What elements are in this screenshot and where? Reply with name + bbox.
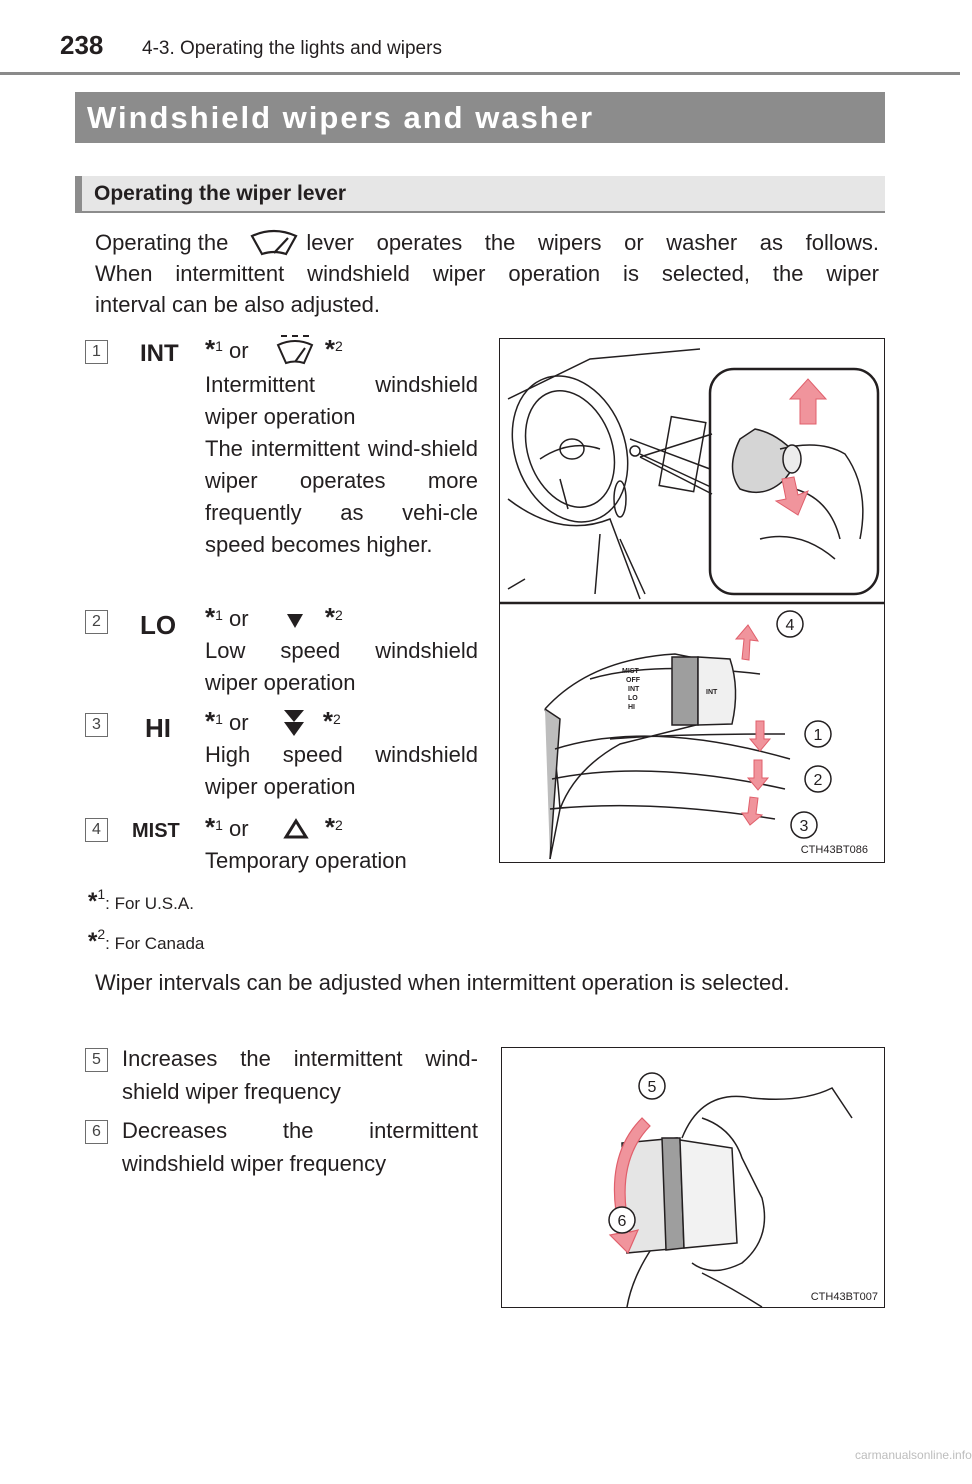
item-2-line-1: Low speed windshield wiper operation <box>205 638 478 695</box>
intro-paragraph <box>95 227 879 320</box>
item-number-2: 2 <box>85 610 108 634</box>
lever-closeup <box>545 654 790 859</box>
lever-tip-int: INT <box>706 689 718 696</box>
callout-2: 2 <box>813 772 823 789</box>
wiper-icon <box>248 228 300 258</box>
item-6-text: Decreases the intermittent windshield wiper frequency <box>122 1118 478 1176</box>
item-number-5: 5 <box>85 1048 108 1072</box>
callout-1: 1 <box>813 727 823 744</box>
mode-label-lo: LO <box>140 610 177 640</box>
mode-label-int: INT <box>140 340 179 367</box>
star-mark: * <box>205 334 216 364</box>
item-1-text: *$^1$ or *$^2$ Intermittent windshield wiper operation The intermittent wind-shield wiper operates more frequently as vehi-cle speed becomes higher. <box>205 332 478 561</box>
item-number-6: 6 <box>85 1120 108 1144</box>
lever-label-hi: HI <box>628 704 635 711</box>
figure-interval-adjust <box>501 1047 885 1308</box>
wiper-int-icon <box>275 332 315 366</box>
item-number-1: 1 <box>85 340 108 364</box>
footnote-canada: *$^2$: For Canada <box>88 926 205 955</box>
page-number: 238 <box>60 30 104 60</box>
item-1-line-2: The intermittent wind-shield wiper operates more frequently as vehi-cle speed becomes higher. <box>205 436 478 557</box>
item-4-line-1: Temporary operation <box>205 848 407 873</box>
item-4-text: *$^1$ or *$^2$ Temporary operation <box>205 811 478 877</box>
mode-label-hi: HI <box>145 713 171 743</box>
wiper-lever-illustration <box>500 339 884 862</box>
header-divider <box>0 72 960 75</box>
callout-5: 5 <box>647 1079 657 1096</box>
low-speed-icon <box>281 610 311 630</box>
figure-2-caption: CTH43BT007 <box>810 1291 878 1303</box>
intro-line2: When intermittent windshield wiper operation is selected, the wiper <box>95 261 879 286</box>
lever-label-off: OFF <box>626 677 640 684</box>
callout-4: 4 <box>785 617 795 634</box>
arrow-3-icon <box>742 797 762 825</box>
lever-knob <box>622 1138 737 1253</box>
footnote-usa: *$^1$: For U.S.A. <box>88 886 194 915</box>
figure-1-caption: CTH43BT086 <box>800 844 868 856</box>
item-number-3: 3 <box>85 713 108 737</box>
item-number-4: 4 <box>85 818 108 842</box>
subsection-title: Operating the wiper lever <box>94 182 347 205</box>
figure-wiper-lever <box>499 338 885 863</box>
watermark: carmanualsonline.info <box>855 1448 972 1462</box>
chapter-title: 4-3. Operating the lights and wipers <box>142 38 442 59</box>
item-3-line-1: High speed windshield wiper operation <box>205 742 478 799</box>
callout-6: 6 <box>617 1213 627 1230</box>
lever-label-mist: MIST <box>622 668 639 675</box>
section-title: Windshield wipers and washer <box>87 100 595 135</box>
item-2-text: *$^1$ or *$^2$ Low speed windshield wiper operation <box>205 601 478 699</box>
subsection-bar <box>75 176 885 213</box>
intro-part2: lever operates the wipers or washer as follows. <box>306 230 879 255</box>
dashboard-drawing <box>493 349 715 599</box>
high-speed-icon <box>279 708 309 738</box>
intro-part1: Operating the <box>95 230 229 255</box>
section-title-bar <box>75 92 885 143</box>
arrow-1-icon <box>750 721 770 751</box>
arrow-4-icon <box>736 625 758 660</box>
lever-label-int: INT <box>628 686 640 693</box>
interval-paragraph: Wiper intervals can be adjusted when intermittent operation is selected. <box>95 970 790 995</box>
lever-label-lo: LO <box>628 695 638 702</box>
item-1-line-1: Intermittent windshield wiper operation <box>205 372 478 429</box>
mode-label-mist: MIST <box>132 820 180 842</box>
item-3-text: *$^1$ or *$^2$ High speed windshield wiper operation <box>205 705 478 803</box>
interval-adjust-illustration <box>502 1048 884 1307</box>
item-5-text: Increases the intermittent wind-shield wiper frequency <box>122 1046 478 1104</box>
mist-icon <box>281 818 311 840</box>
intro-line3: interval can be also adjusted. <box>95 292 380 317</box>
callout-3: 3 <box>799 818 809 835</box>
